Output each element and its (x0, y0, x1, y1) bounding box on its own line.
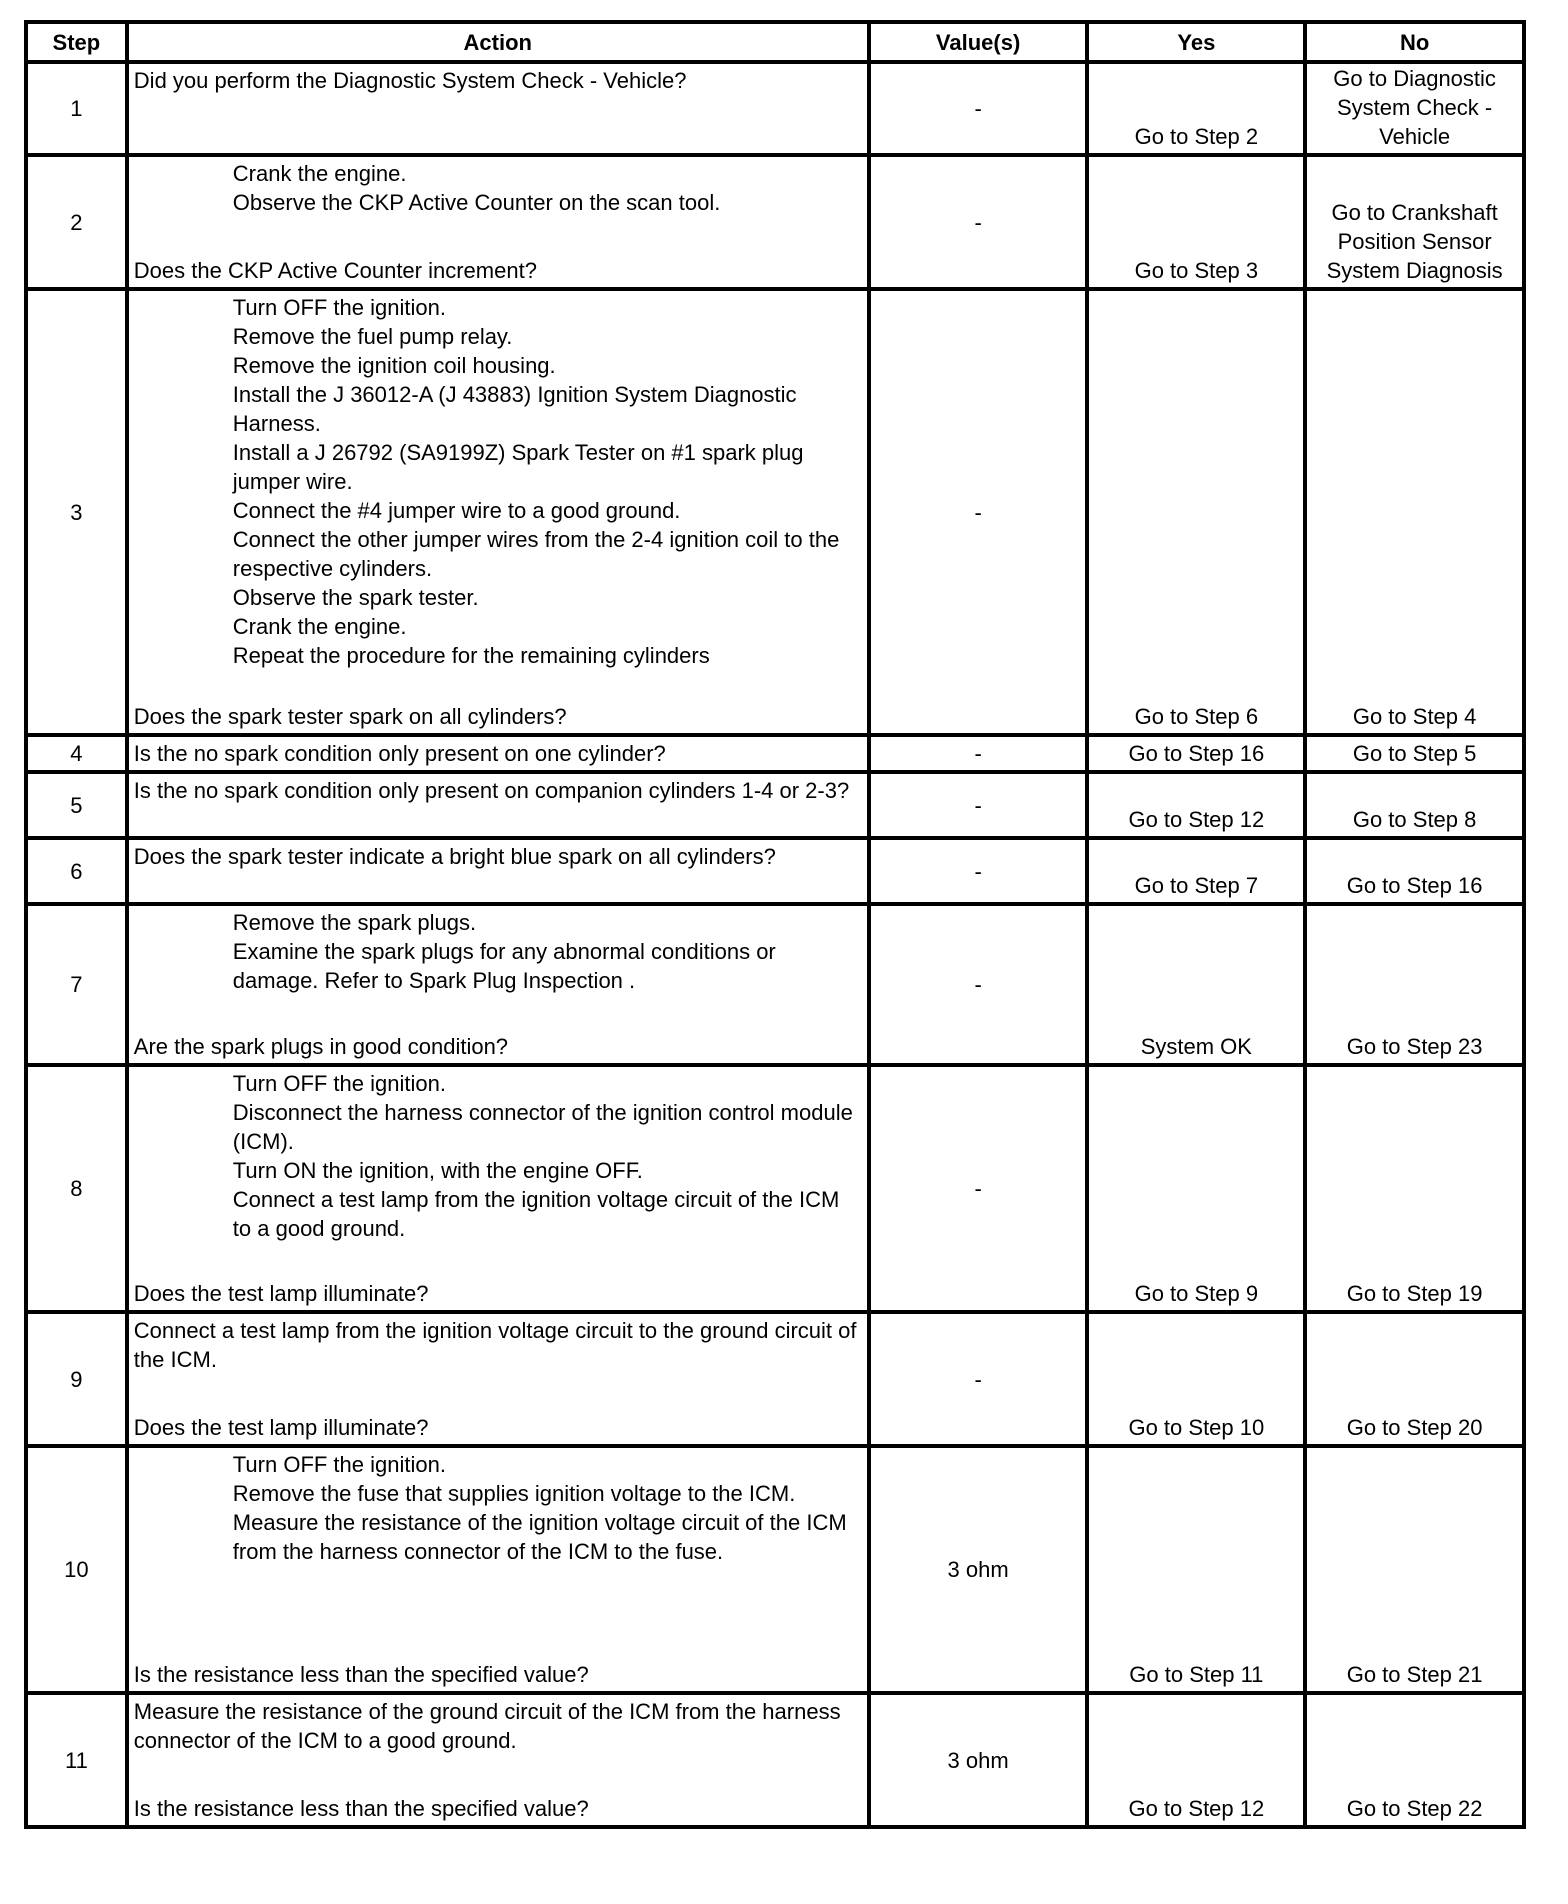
diagnostic-table (24, 20, 1526, 1829)
no-result: Go to Step 21 (1305, 1446, 1524, 1693)
action-step-line: Crank the engine. (232, 161, 407, 186)
action-step-line: Connect a test lamp from the ignition voltage circuit of the ICM to a good ground. (232, 1187, 840, 1241)
action-cell (127, 289, 869, 735)
action-step-line: Observe the CKP Active Counter on the scan tool. (232, 190, 721, 215)
action-question: Is the resistance less than the specified value? (133, 1662, 589, 1687)
action-question: Does the CKP Active Counter increment? (133, 258, 537, 283)
action-step-line: Turn OFF the ignition. (232, 295, 446, 320)
step-number: 6 (26, 838, 127, 904)
value-cell: - (869, 155, 1088, 289)
action-step-line: Install a J 26792 (SA9199Z) Spark Tester on #1 spark plug jumper wire. (232, 440, 804, 494)
action-step-line: Connect the other jumper wires from the 2-4 ignition coil to the respective cylinders. (232, 527, 840, 581)
no-result: Go to Step 5 (1305, 735, 1524, 772)
action-cell (127, 735, 869, 772)
table-row (26, 155, 1524, 289)
action-step-line: Remove the ignition coil housing. (232, 353, 556, 378)
value-cell: - (869, 1312, 1088, 1446)
table-row (26, 1693, 1524, 1827)
action-step-line: Measure the resistance of the ignition voltage circuit of the ICM from the harness connector of the ICM to the fuse. (232, 1510, 847, 1564)
action-cell (127, 62, 869, 155)
value-cell: - (869, 904, 1088, 1065)
no-result: Go to Step 22 (1305, 1693, 1524, 1827)
table-row (26, 735, 1524, 772)
action-cell (127, 1693, 869, 1827)
action-content (129, 1695, 867, 1825)
yes-result: Go to Step 7 (1087, 838, 1305, 904)
value-cell: - (869, 289, 1088, 735)
header-yes: Yes (1087, 22, 1305, 62)
action-cell (127, 904, 869, 1065)
action-content (129, 906, 867, 1063)
action-step-line: Turn ON the ignition, with the engine OFF. (232, 1158, 643, 1183)
action-cell (127, 1446, 869, 1693)
step-number: 8 (26, 1065, 127, 1312)
value-cell: - (869, 838, 1088, 904)
value-cell: - (869, 1065, 1088, 1312)
action-question: Are the spark plugs in good condition? (133, 1034, 509, 1059)
action-content (129, 64, 867, 153)
yes-result: Go to Step 10 (1087, 1312, 1305, 1446)
action-instruction: Connect a test lamp from the ignition voltage circuit to the ground circuit of the ICM. (133, 1318, 857, 1372)
action-question: Is the no spark condition only present on one cylinder? (133, 741, 666, 766)
action-content (129, 1067, 867, 1310)
value-cell: - (869, 772, 1088, 838)
no-result: Go to Step 19 (1305, 1065, 1524, 1312)
action-step-line: Repeat the procedure for the remaining cylinders (232, 643, 710, 668)
action-steps (134, 1069, 863, 1243)
step-number: 4 (26, 735, 127, 772)
yes-result: Go to Step 11 (1087, 1446, 1305, 1693)
no-result: Go to Step 4 (1305, 289, 1524, 735)
action-steps (134, 293, 863, 670)
action-instruction: Measure the resistance of the ground circuit of the ICM from the harness connector of the ICM to a good ground. (133, 1699, 841, 1753)
action-cell (127, 1312, 869, 1446)
step-number: 2 (26, 155, 127, 289)
action-content (129, 737, 867, 770)
action-cell (127, 155, 869, 289)
action-step-line: Turn OFF the ignition. (232, 1071, 446, 1096)
step-number: 9 (26, 1312, 127, 1446)
action-content (129, 840, 867, 902)
action-question: Does the test lamp illuminate? (133, 1281, 429, 1306)
yes-result: Go to Step 6 (1087, 289, 1305, 735)
action-content (129, 774, 867, 836)
action-content (129, 1314, 867, 1444)
action-step-line: Remove the fuel pump relay. (232, 324, 513, 349)
action-question: Did you perform the Diagnostic System Check - Vehicle? (133, 68, 687, 93)
yes-result: Go to Step 12 (1087, 1693, 1305, 1827)
table-row (26, 772, 1524, 838)
no-result: Go to Step 16 (1305, 838, 1524, 904)
no-result: Go to Diagnostic System Check - Vehicle (1305, 62, 1524, 155)
yes-result: Go to Step 12 (1087, 772, 1305, 838)
action-step-line: Disconnect the harness connector of the ignition control module (ICM). (232, 1100, 853, 1154)
table-row (26, 904, 1524, 1065)
step-number: 10 (26, 1446, 127, 1693)
value-cell: 3 ohm (869, 1693, 1088, 1827)
table-row (26, 1446, 1524, 1693)
table-row (26, 1065, 1524, 1312)
no-result: Go to Step 23 (1305, 904, 1524, 1065)
yes-result: Go to Step 9 (1087, 1065, 1305, 1312)
action-question: Does the spark tester indicate a bright blue spark on all cylinders? (133, 844, 776, 869)
value-cell: - (869, 735, 1088, 772)
no-result: Go to Step 8 (1305, 772, 1524, 838)
table-row (26, 289, 1524, 735)
action-question: Does the spark tester spark on all cylinders? (133, 704, 567, 729)
yes-result: Go to Step 16 (1087, 735, 1305, 772)
action-step-line: Connect the #4 jumper wire to a good ground. (232, 498, 681, 523)
header-step: Step (26, 22, 127, 62)
action-cell (127, 1065, 869, 1312)
value-cell: 3 ohm (869, 1446, 1088, 1693)
action-cell (127, 838, 869, 904)
action-steps (134, 1450, 863, 1566)
step-number: 5 (26, 772, 127, 838)
yes-result: Go to Step 3 (1087, 155, 1305, 289)
header-action: Action (127, 22, 869, 62)
action-step-line: Remove the fuse that supplies ignition voltage to the ICM. (232, 1481, 796, 1506)
step-number: 1 (26, 62, 127, 155)
action-steps (134, 908, 863, 995)
table-row (26, 1312, 1524, 1446)
action-steps (134, 159, 863, 217)
action-step-line: Observe the spark tester. (232, 585, 479, 610)
action-cell (127, 772, 869, 838)
action-content (129, 157, 867, 287)
step-number: 11 (26, 1693, 127, 1827)
action-content (129, 291, 867, 733)
action-question: Does the test lamp illuminate? (133, 1415, 429, 1440)
action-question: Is the no spark condition only present on companion cylinders 1-4 or 2-3? (133, 778, 850, 803)
table-row (26, 838, 1524, 904)
action-step-line: Examine the spark plugs for any abnormal conditions or damage. Refer to Spark Plug Inspection . (232, 939, 776, 993)
header-no: No (1305, 22, 1524, 62)
step-number: 3 (26, 289, 127, 735)
action-content (129, 1448, 867, 1691)
action-step-line: Install the J 36012-A (J 43883) Ignition System Diagnostic Harness. (232, 382, 797, 436)
value-cell: - (869, 62, 1088, 155)
header-values: Value(s) (869, 22, 1088, 62)
no-result: Go to Crankshaft Position Sensor System Diagnosis (1305, 155, 1524, 289)
no-result: Go to Step 20 (1305, 1312, 1524, 1446)
step-number: 7 (26, 904, 127, 1065)
header-row (26, 22, 1524, 62)
action-step-line: Crank the engine. (232, 614, 407, 639)
table-row (26, 62, 1524, 155)
yes-result: Go to Step 2 (1087, 62, 1305, 155)
action-step-line: Turn OFF the ignition. (232, 1452, 446, 1477)
action-question: Is the resistance less than the specified value? (133, 1796, 589, 1821)
yes-result: System OK (1087, 904, 1305, 1065)
action-step-line: Remove the spark plugs. (232, 910, 477, 935)
